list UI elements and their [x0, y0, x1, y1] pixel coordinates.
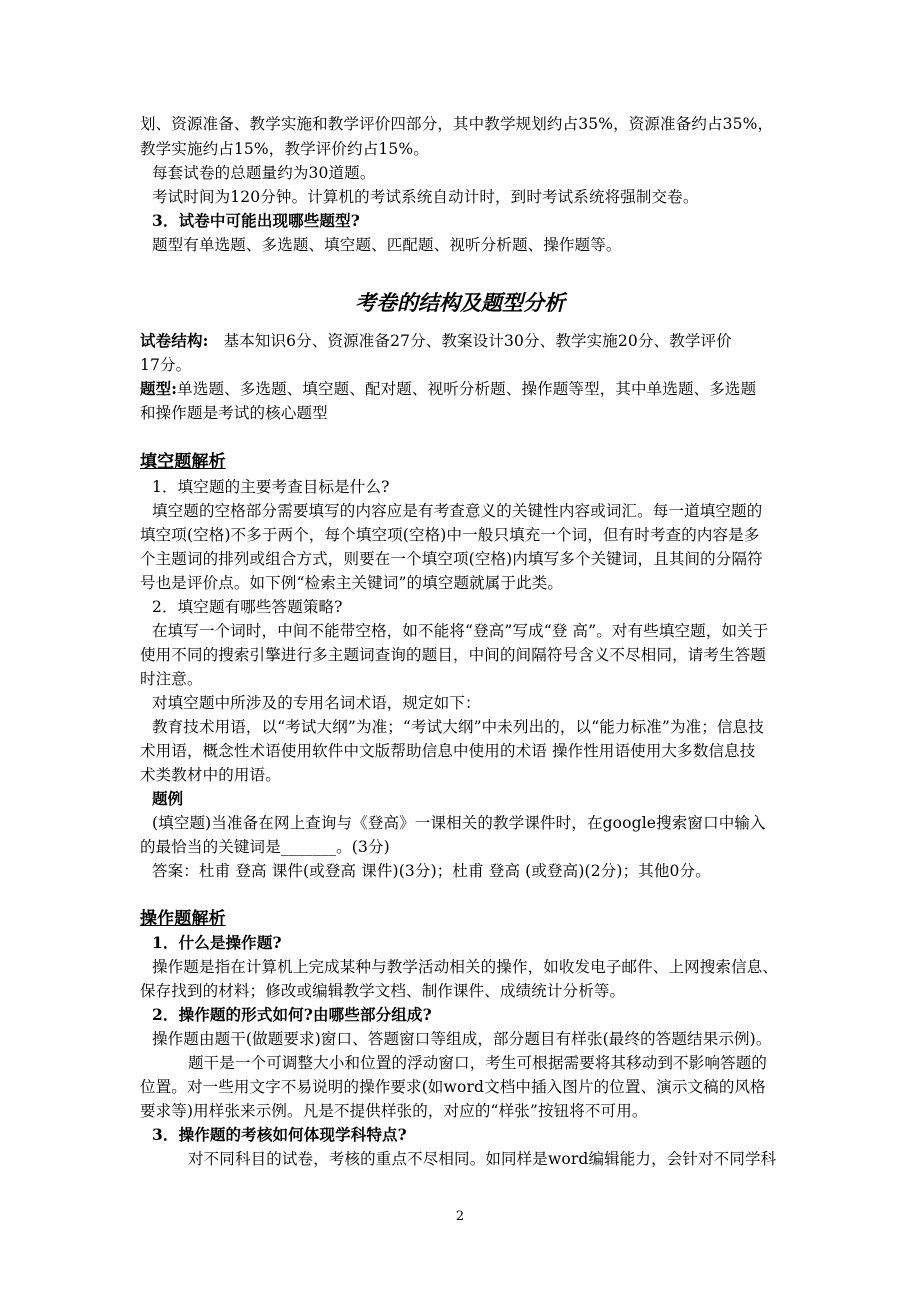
- answer-line: 答案：杜甫 登高 课件(或登高 课件)(3分)；杜甫 登高 (或登高)(2分)；其他0分。: [152, 862, 711, 880]
- question-heading: 1．填空题的主要考查目标是什么?: [152, 478, 390, 496]
- question-heading: 3．试卷中可能出现哪些题型?: [152, 211, 360, 230]
- text-line: 填空题的空格部分需要填写的内容应是有考查意义的关键性内容或词汇。每一道填空题的: [152, 502, 763, 520]
- text-line: 和操作题是考试的核心题型: [140, 404, 328, 422]
- text-line: 题型有单选题、多选题、填空题、匹配题、视听分析题、操作题等。: [152, 236, 622, 254]
- text-line: 教学实施约占15%，教学评价约占15%。: [140, 140, 429, 158]
- text-line: 教育技术用语，以“考试大纲”为准；“考试大纲”中未列出的，以“能力标准”为准；信息技: [152, 718, 764, 736]
- text-line: 使用不同的搜索引擎进行多主题词查询的题目，中间的间隔符号含义不尽相同，请考生答题: [140, 646, 767, 664]
- page-number: 2: [455, 1209, 465, 1224]
- text-line: 要求等)用样张来示例。凡是不提供样张的，对应的“样张”按钮将不可用。: [140, 1102, 648, 1120]
- question-heading: 1．什么是操作题?: [152, 933, 282, 952]
- structure-label: 试卷结构:: [140, 331, 209, 350]
- text-line: 填空项(空格)不多于两个，每个填空项(空格)中一般只填充一个词，但有时考查的内容是多: [140, 526, 760, 544]
- text-line: 术用语，概念性术语使用软件中文版帮助信息中使用的术语 操作性用语使用大多数信息技: [140, 742, 756, 760]
- question-heading: 3．操作题的考核如何体现学科特点?: [152, 1125, 407, 1144]
- text-line: 个主题词的排列或组合方式，则要在一个填空项(空格)内填写多个关键词，且其间的分隔符: [140, 550, 763, 568]
- op-section-heading: 操作题解析: [140, 909, 226, 929]
- text-line: 号也是评价点。如下例“检索主关键词”的填空题就属于此类。: [140, 574, 564, 592]
- text-line: 对不同科目的试卷，考核的重点不尽相同。如同样是word编辑能力，会针对不同学科: [188, 1150, 777, 1168]
- types-line: [140, 379, 785, 401]
- text-line: 时注意。: [140, 670, 203, 688]
- text-line: 操作题是指在计算机上完成某种与教学活动相关的操作，如收发电子邮件、上网搜索信息、: [152, 958, 779, 976]
- text-line: 的最恰当的关键词是_______。(3分): [140, 838, 390, 856]
- question-heading: 2．操作题的形式如何?由哪些部分组成?: [152, 1005, 432, 1024]
- text-line: 17分。: [140, 356, 192, 374]
- question-heading: 2．填空题有哪些答题策略?: [152, 598, 343, 616]
- section-title: 考卷的结构及题型分析: [355, 290, 565, 315]
- text-line: 保存找到的材料；修改或编辑教学文档、制作课件、成绩统计分析等。: [140, 982, 626, 1000]
- types-text: 单选题、多选题、填空题、配对题、视听分析题、操作题等型，其中单选题、多选题: [177, 380, 757, 398]
- text-line: 对填空题中所涉及的专用名词术语，规定如下：: [152, 694, 481, 712]
- text-line: 术类教材中的用语。: [140, 766, 281, 784]
- text-line: 操作题由题干(做题要求)窗口、答题窗口等组成，部分题目有样张(最终的答题结果示例)。: [152, 1030, 772, 1048]
- text-line: 每套试卷的总题量约为30道题。: [152, 164, 376, 182]
- fill-section-heading: 填空题解析: [140, 452, 226, 472]
- types-label: 题型:: [140, 379, 178, 398]
- text-line: 划、资源准备、教学实施和教学评价四部分，其中教学规划约占35%，资源准备约占35%，: [140, 115, 774, 133]
- structure-text: 基本知识6分、资源准备27分、教案设计30分、教学实施20分、教学评价: [223, 332, 732, 350]
- text-line: 题干是一个可调整大小和位置的浮动窗口，考生可根据需要将其移动到不影响答题的: [188, 1054, 768, 1072]
- text-line: (填空题)当准备在网上查询与《登高》一课相关的教学课件时，在google搜索窗口中输入: [152, 814, 766, 832]
- text-line: 位置。对一些用文字不易说明的操作要求(如word文档中插入图片的位置、演示文稿的风格: [140, 1078, 766, 1096]
- text-line: 在填写一个词时，中间不能带空格，如不能将“登高”写成“登 高”。对有些填空题，如关于: [152, 622, 769, 640]
- structure-line: [140, 331, 785, 353]
- example-label: 题例: [152, 789, 184, 808]
- text-line: 考试时间为120分钟。计算机的考试系统自动计时，到时考试系统将强制交卷。: [152, 188, 699, 206]
